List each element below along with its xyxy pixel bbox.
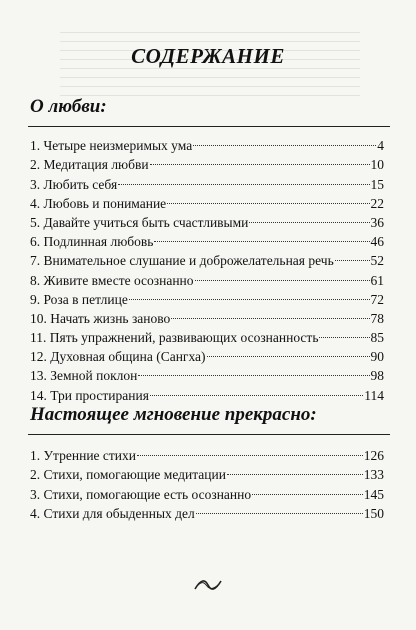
toc-entry-title: 4. Любовь и понимание — [30, 195, 167, 211]
dot-leader — [196, 494, 363, 514]
toc-entry-page-number: 90 — [370, 349, 384, 365]
swash-ornament-icon — [193, 577, 223, 593]
toc-entry-page-number: 52 — [370, 253, 384, 269]
toc-entry-title: 1. Четыре неизмеримых ума — [30, 138, 193, 154]
toc-entry-page-number: 22 — [370, 195, 384, 211]
section-rule — [28, 434, 390, 435]
toc-entry-page-number: 145 — [363, 486, 384, 502]
dot-leader — [137, 436, 363, 456]
dot-leader — [118, 164, 369, 184]
toc-entry-title: 7. Внимательное слушание и доброжелательная речь — [30, 253, 334, 269]
toc-entry-title: 10. Начать жизнь заново — [30, 310, 171, 326]
toc-entry-page-number: 78 — [370, 310, 384, 326]
section-title-present-moment: Настоящее мгновение прекрасно: — [30, 404, 317, 425]
toc-entry-page-number: 133 — [363, 467, 384, 483]
section-title-love: О любви: — [30, 96, 107, 117]
dot-leader — [335, 241, 370, 261]
toc-entry-page-number: 46 — [370, 234, 384, 250]
dot-leader — [252, 474, 363, 494]
toc-entry-page-number: 98 — [370, 368, 384, 384]
toc-entry-title: 6. Подлинная любовь — [30, 234, 154, 250]
toc-list-present-moment — [30, 440, 384, 521]
page-title: СОДЕРЖАНИЕ — [131, 44, 285, 68]
dot-leader — [171, 299, 369, 319]
toc-entry-title: 3. Любить себя — [30, 176, 118, 192]
toc-entry-page-number: 15 — [370, 176, 384, 192]
dot-leader — [154, 222, 369, 242]
toc-entry-page-number: 150 — [363, 505, 384, 521]
toc-entry-page-number: 4 — [377, 138, 384, 154]
toc-entry-title: 11. Пять упражнений, развивающих осознанность — [30, 330, 319, 346]
toc-entry-title: 9. Роза в петлице — [30, 291, 128, 307]
toc-entry-page-number: 10 — [370, 157, 384, 173]
toc-entry-title: 1. Утренние стихи — [30, 448, 136, 464]
toc-entry-title: 14. Три простирания — [30, 387, 149, 403]
dot-leader — [129, 280, 370, 300]
dot-leader — [207, 337, 370, 357]
dot-leader — [195, 260, 370, 280]
dot-leader — [193, 126, 376, 146]
toc-entry-title: 13. Земной поклон — [30, 368, 138, 384]
dot-leader — [167, 184, 369, 204]
dot-leader — [249, 203, 369, 223]
dot-leader — [150, 375, 363, 395]
dot-leader — [227, 455, 363, 475]
toc-entry-title: 3. Стихи, помогающие есть осознанно — [30, 486, 252, 502]
toc-entry-title: 4. Стихи для обыденных дел — [30, 505, 195, 521]
toc-list-love — [30, 130, 384, 403]
toc-entry-page-number: 114 — [364, 387, 384, 403]
dot-leader — [138, 356, 369, 376]
toc-entry-page-number: 126 — [363, 448, 384, 464]
toc-entry-title: 12. Духовная община (Сангха) — [30, 349, 206, 365]
toc-entry-title: 8. Живите вместе осознанно — [30, 272, 194, 288]
dot-leader — [319, 318, 369, 338]
toc-entry-title: 5. Давайте учиться быть счастливыми — [30, 214, 249, 230]
toc-entry-title: 2. Стихи, помогающие медитации — [30, 467, 226, 483]
toc-entry-page-number: 61 — [370, 272, 384, 288]
toc-entry-title: 2. Медитация любви — [30, 157, 149, 173]
toc-entry-page-number: 72 — [370, 291, 384, 307]
toc-entry-page-number: 36 — [370, 214, 384, 230]
dot-leader — [150, 145, 370, 165]
toc-entry-page-number: 85 — [370, 330, 384, 346]
